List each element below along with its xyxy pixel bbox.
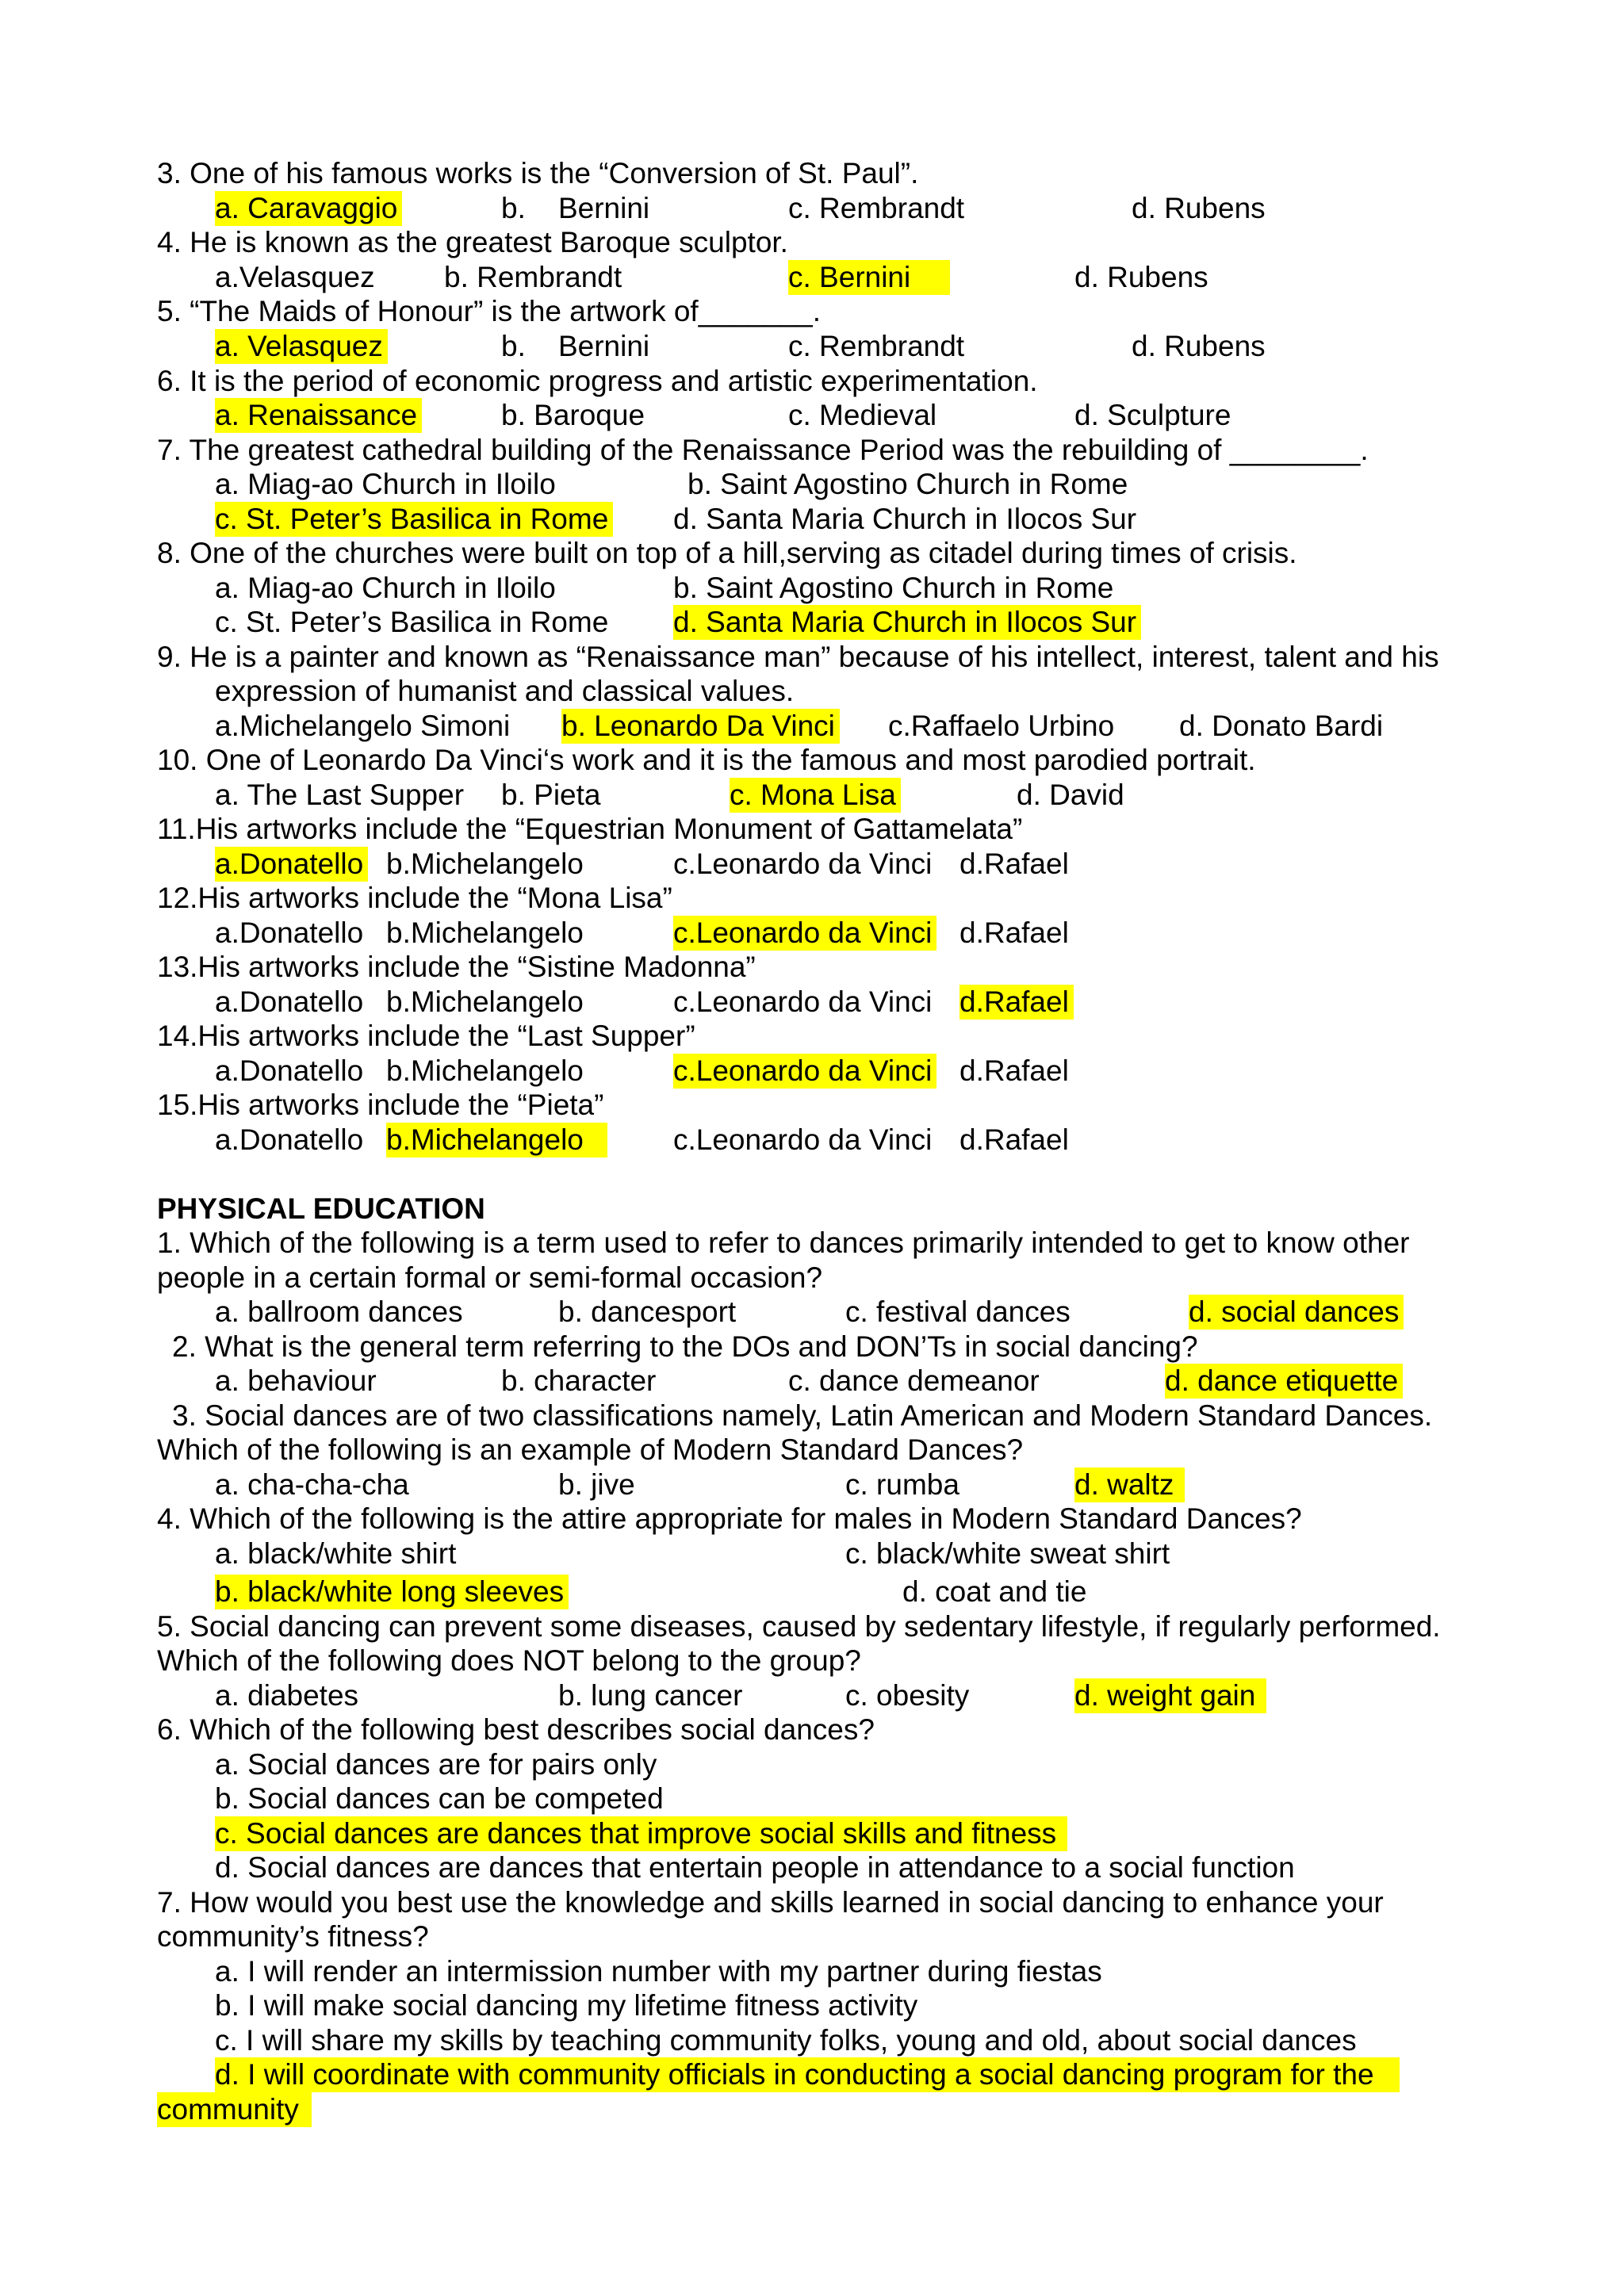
question-3-options [0, 191, 1624, 226]
option-d-correct[interactable]: d. waltz [1074, 1468, 1185, 1502]
pe-question-7-option-d-row [0, 2057, 1624, 2092]
option-c[interactable]: c. Rembrandt [788, 192, 965, 224]
option-d[interactable]: d.Rafael [959, 848, 1069, 880]
option-c[interactable]: c. festival dances [845, 1295, 1071, 1328]
option-b-correct[interactable]: b.Michelangelo [386, 1123, 607, 1158]
question-10-stem: 10. One of Leonardo Da Vinci‘s work and it is the famous and most parodied portrait. [157, 744, 1256, 776]
question-7-options-row2 [0, 502, 1624, 537]
option-a[interactable]: a.Donatello [215, 1054, 364, 1087]
option-d[interactable]: d. Rubens [1132, 192, 1266, 224]
option-c-correct[interactable]: c. St. Peter’s Basilica in Rome [215, 502, 613, 537]
option-b[interactable]: b. Saint Agostino Church in Rome [673, 572, 1114, 604]
option-d-correct[interactable]: d. dance etiquette [1165, 1364, 1403, 1399]
pe-question-3-stem: 3. Social dances are of two classifications namely, Latin American and Modern Standard Dances. [172, 1399, 1433, 1432]
option-b[interactable]: b. Bernini [501, 192, 650, 224]
option-a-correct[interactable]: a. Renaissance [215, 398, 422, 433]
pe-question-4-options-row2 [0, 1575, 1624, 1609]
pe-question-7-stem: 7. How would you best use the knowledge and skills learned in social dancing to enhance your [157, 1886, 1384, 1919]
option-a[interactable]: a.Donatello [215, 1123, 364, 1156]
option-c-correct[interactable]: c. Mona Lisa [730, 778, 901, 813]
option-a[interactable]: a. The Last Supper [215, 779, 465, 811]
option-a[interactable]: a. ballroom dances [215, 1295, 463, 1328]
option-c[interactable]: c.Leonardo da Vinci [673, 848, 933, 880]
question-7-options-row1 [0, 467, 1624, 502]
pe-question-7-option-b-row [0, 1988, 1624, 2023]
option-a[interactable]: a. diabetes [215, 1679, 359, 1712]
option-d[interactable]: d.Rafael [959, 916, 1069, 949]
option-a[interactable]: a. Miag-ao Church in Iloilo [215, 572, 556, 604]
option-b[interactable]: b. Pieta [501, 779, 601, 811]
option-c-correct[interactable]: c. Bernini [788, 260, 950, 295]
question-4-stem: 4. He is known as the greatest Baroque sculptor. [157, 226, 788, 258]
question-15-stem: 15.His artworks include the “Pieta” [157, 1089, 604, 1121]
question-9-stem: 9. He is a painter and known as “Renaissance man” because of his intellect, interest, talent and his [157, 641, 1439, 673]
option-c[interactable]: c. black/white sweat shirt [845, 1537, 1170, 1570]
question-9-options [0, 709, 1624, 744]
pe-question-5-options [0, 1678, 1624, 1713]
option-a[interactable]: a. Social dances are for pairs only [215, 1748, 657, 1781]
question-14-stem: 14.His artworks include the “Last Supper” [157, 1020, 695, 1052]
pe-question-2-options [0, 1364, 1624, 1399]
question-9-stem-line2: expression of humanist and classical values. [215, 675, 795, 707]
option-c[interactable]: c. rumba [845, 1468, 959, 1501]
question-13-options [0, 985, 1624, 1020]
option-c[interactable]: c.Leonardo da Vinci [673, 1123, 933, 1156]
option-c[interactable]: c. I will share my skills by teaching community folks, young and old, about social dances [215, 2024, 1357, 2057]
option-b[interactable]: b. Rembrandt [444, 261, 622, 293]
pe-question-6-stem: 6. Which of the following best describes social dances? [157, 1713, 875, 1746]
option-b[interactable]: b. Saint Agostino Church in Rome [688, 468, 1128, 500]
option-a[interactable]: a. I will render an intermission number with my partner during fiestas [215, 1955, 1102, 1988]
pe-question-1-stem: 1. Which of the following is a term used to refer to dances primarily intended to get to know other [157, 1226, 1410, 1259]
question-11-options [0, 847, 1624, 882]
option-d[interactable]: d. David [1017, 779, 1124, 811]
question-6-stem: 6. It is the period of economic progress and artistic experimentation. [157, 365, 1038, 397]
question-3-stem: 3. One of his famous works is the “Conversion of St. Paul”. [157, 157, 919, 189]
option-d[interactable]: d. Rubens [1074, 261, 1208, 293]
option-a[interactable]: a. behaviour [215, 1364, 377, 1397]
option-b[interactable]: b. Bernini [501, 330, 650, 362]
question-4-options [0, 260, 1624, 295]
pe-question-6-option-c-row [0, 1816, 1624, 1851]
option-d-correct[interactable]: d. weight gain [1074, 1678, 1266, 1713]
pe-question-6-option-d-row [0, 1850, 1624, 1885]
option-b[interactable]: b.Michelangelo [386, 916, 584, 949]
option-c-correct[interactable]: c.Leonardo da Vinci [673, 916, 936, 951]
pe-question-4-stem: 4. Which of the following is the attire appropriate for males in Modern Standard Dances? [157, 1502, 1302, 1535]
question-5-options [0, 329, 1624, 364]
option-b[interactable]: b.Michelangelo [386, 985, 584, 1018]
option-c[interactable]: c.Raffaelo Urbino [888, 710, 1115, 742]
option-d[interactable]: d.Rafael [959, 1054, 1069, 1087]
question-8-stem: 8. One of the churches were built on top of a hill,serving as citadel during times of crisis. [157, 537, 1297, 569]
option-b[interactable]: b. lung cancer [558, 1679, 743, 1712]
question-15-options [0, 1123, 1624, 1158]
option-c[interactable]: c.Leonardo da Vinci [673, 985, 933, 1018]
pe-question-7-option-a-row [0, 1954, 1624, 1989]
option-a-correct[interactable]: a. Caravaggio [215, 191, 402, 226]
option-b[interactable]: b. dancesport [558, 1295, 737, 1328]
option-d-correct[interactable]: d.Rafael [959, 985, 1074, 1020]
option-c-correct[interactable]: c.Leonardo da Vinci [673, 1054, 936, 1089]
pe-question-3-options [0, 1468, 1624, 1502]
option-b[interactable]: b. Baroque [501, 399, 645, 431]
pe-question-7-option-c-row [0, 2023, 1624, 2058]
section-heading: PHYSICAL EDUCATION [157, 1192, 485, 1225]
option-b[interactable]: b. I will make social dancing my lifetime fitness activity [215, 1989, 918, 2022]
option-b[interactable]: b.Michelangelo [386, 1054, 584, 1087]
option-a[interactable]: a.Donatello [215, 916, 364, 949]
pe-question-7-stem-line2: community’s fitness? [157, 1920, 429, 1953]
question-7-stem: 7. The greatest cathedral building of the Renaissance Period was the rebuilding of ________. [157, 434, 1369, 466]
option-d[interactable]: d. Rubens [1132, 330, 1266, 362]
option-c[interactable]: c. obesity [845, 1679, 970, 1712]
pe-question-3-stem-line2: Which of the following is an example of Modern Standard Dances? [157, 1433, 1024, 1466]
question-6-options [0, 398, 1624, 433]
option-c[interactable]: c. Rembrandt [788, 330, 965, 362]
question-5-stem: 5. “The Maids of Honour” is the artwork of_______. [157, 295, 822, 327]
option-c[interactable]: c. St. Peter’s Basilica in Rome [215, 606, 609, 638]
option-b[interactable]: b. character [501, 1364, 657, 1397]
option-c[interactable]: c. Medieval [788, 399, 937, 431]
pe-question-4-options-row1 [0, 1536, 1624, 1571]
option-b-correct[interactable]: b. Leonardo Da Vinci [561, 709, 840, 744]
option-a[interactable]: a. Miag-ao Church in Iloilo [215, 468, 556, 500]
pe-question-1-options [0, 1295, 1624, 1330]
option-b-correct[interactable]: b. black/white long sleeves [215, 1575, 569, 1609]
pe-question-6-option-b-row [0, 1781, 1624, 1816]
option-b[interactable]: b.Michelangelo [386, 848, 584, 880]
option-d[interactable]: d. Social dances are dances that entertain people in attendance to a social function [215, 1851, 1295, 1884]
pe-question-2-stem: 2. What is the general term referring to the DOs and DON’Ts in social dancing? [172, 1330, 1198, 1363]
question-13-stem: 13.His artworks include the “Sistine Madonna” [157, 951, 756, 983]
option-d-correct[interactable]: d. I will coordinate with community officials in conducting a social dancing program for the [215, 2057, 1400, 2092]
question-8-options-row2 [0, 605, 1624, 640]
pe-question-1-stem-line2: people in a certain formal or semi-formal occasion? [157, 1261, 823, 1294]
option-a[interactable]: a. cha-cha-cha [215, 1468, 409, 1501]
option-b[interactable]: b. Social dances can be competed [215, 1782, 664, 1815]
pe-question-5-stem-line2: Which of the following does NOT belong to the group? [157, 1644, 861, 1677]
question-11-stem: 11.His artworks include the “Equestrian Monument of Gattamelata” [157, 813, 1023, 845]
option-d[interactable]: d. Santa Maria Church in Ilocos Sur [673, 503, 1137, 535]
option-c[interactable]: c. dance demeanor [788, 1364, 1040, 1397]
option-c-correct[interactable]: c. Social dances are dances that improve social skills and fitness [215, 1816, 1067, 1851]
pe-question-6-option-a-row [0, 1747, 1624, 1782]
option-d[interactable]: d. Sculpture [1074, 399, 1231, 431]
option-a[interactable]: a.Velasquez [215, 261, 375, 293]
option-a[interactable]: a.Michelangelo Simoni [215, 710, 511, 742]
option-d-correct-continuation[interactable]: community [157, 2092, 312, 2127]
question-12-options [0, 916, 1624, 951]
option-a[interactable]: a.Donatello [215, 985, 364, 1018]
option-d[interactable]: d. Donato Bardi [1179, 710, 1384, 742]
option-d[interactable]: d.Rafael [959, 1123, 1069, 1156]
option-a-correct[interactable]: a. Velasquez [215, 329, 388, 364]
pe-question-5-stem: 5. Social dancing can prevent some diseases, caused by sedentary lifestyle, if regularly performed. [157, 1610, 1441, 1643]
question-8-options-row1 [0, 571, 1624, 606]
option-d-correct[interactable]: d. social dances [1189, 1295, 1404, 1330]
option-d-correct[interactable]: d. Santa Maria Church in Ilocos Sur [673, 605, 1141, 640]
question-14-options [0, 1054, 1624, 1089]
option-b[interactable]: b. jive [558, 1468, 635, 1501]
option-d[interactable]: d. coat and tie [902, 1575, 1087, 1608]
question-12-stem: 12.His artworks include the “Mona Lisa” [157, 882, 672, 914]
pe-question-7-option-d-continuation [0, 2092, 1624, 2127]
option-a-correct[interactable]: a.Donatello [215, 847, 368, 882]
option-a[interactable]: a. black/white shirt [215, 1537, 457, 1570]
question-10-options [0, 778, 1624, 813]
